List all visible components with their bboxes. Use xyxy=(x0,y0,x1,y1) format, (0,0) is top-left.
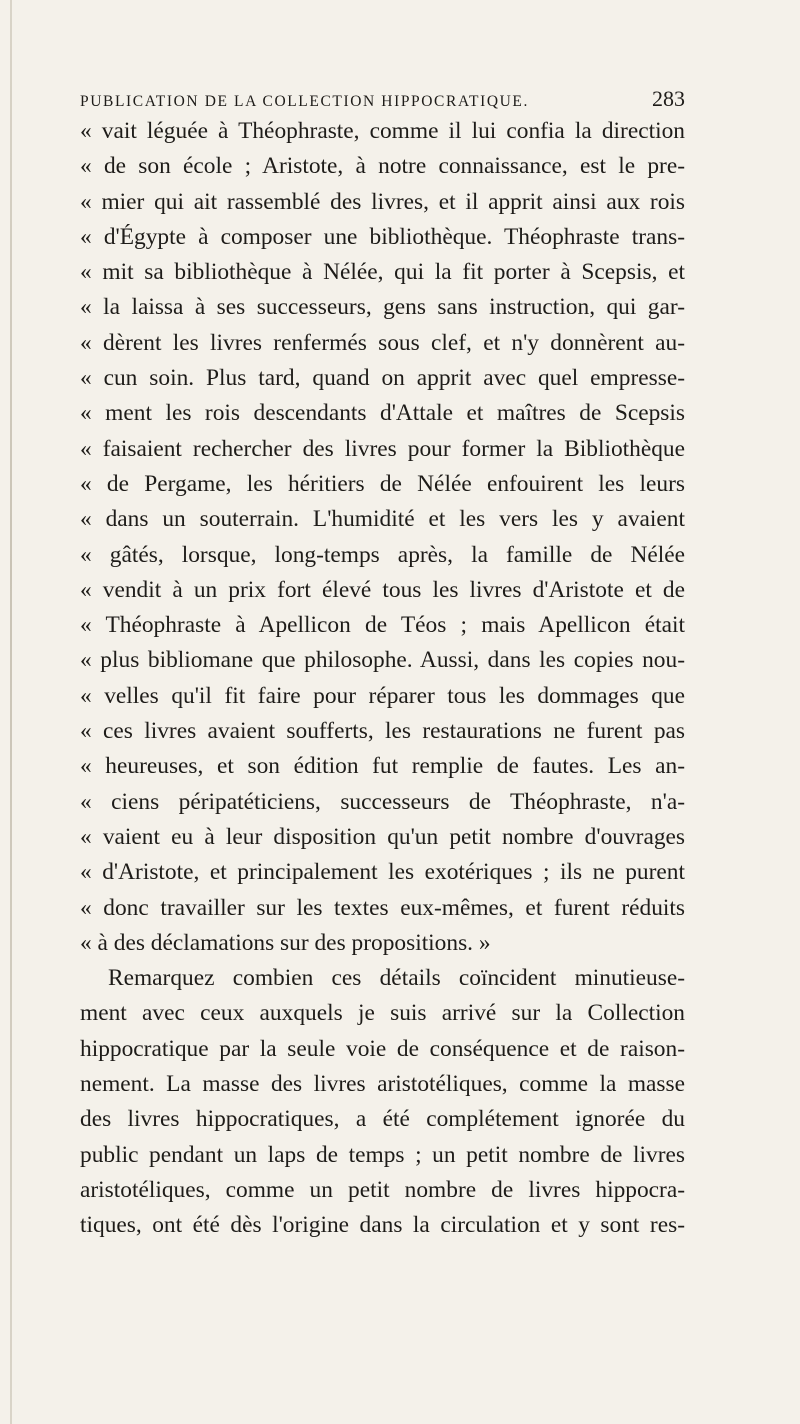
text-line: « heureuses, et son édition fut remplie de fautes. Les an- xyxy=(80,753,685,780)
text-line: « cun soin. Plus tard, quand on apprit avec quel empresse- xyxy=(80,365,685,392)
text-line: des livres hippocratiques, a été complétement ignorée du xyxy=(80,1106,685,1133)
text-line: « la laissa à ses successeurs, gens sans instruction, qui gar- xyxy=(80,294,685,321)
text-line: nement. La masse des livres aristotéliques, comme la masse xyxy=(80,1071,685,1098)
page-number: 283 xyxy=(652,86,685,111)
text-line: « plus bibliomane que philosophe. Aussi, dans les copies nou- xyxy=(80,647,685,674)
page-header xyxy=(80,86,685,112)
text-line: hippocratique par la seule voie de conséquence et de raison- xyxy=(80,1035,685,1062)
text-line: « d'Égypte à composer une bibliothèque. Théophraste trans- xyxy=(80,223,685,250)
text-line: « velles qu'il fit faire pour réparer tous les dommages que xyxy=(80,682,685,709)
text-line: « d'Aristote, et principalement les exotériques ; ils ne purent xyxy=(80,859,685,886)
text-line: tiques, ont été dès l'origine dans la circulation et y sont res- xyxy=(80,1212,685,1239)
text-line: « ces livres avaient soufferts, les restaurations ne furent pas xyxy=(80,718,685,745)
text-line: « dans un souterrain. L'humidité et les vers les y avaient xyxy=(80,506,685,533)
text-line: « Théophraste à Apellicon de Téos ; mais Apellicon était xyxy=(80,612,685,639)
text-line: « faisaient rechercher des livres pour former la Bibliothèque xyxy=(80,435,685,462)
text-line: aristotéliques, comme un petit nombre de livres hippocra- xyxy=(80,1176,685,1203)
text-line: « de son école ; Aristote, à notre connaissance, est le pre- xyxy=(80,153,685,180)
text-line: ment avec ceux auxquels je suis arrivé sur la Collection xyxy=(80,1000,685,1027)
text-line: « mit sa bibliothèque à Nélée, qui la fit porter à Scepsis, et xyxy=(80,259,685,286)
text-line: « mier qui ait rassemblé des livres, et il apprit ainsi aux rois xyxy=(80,188,685,215)
text-line: « ciens péripatéticiens, successeurs de Théophraste, n'a- xyxy=(80,788,685,815)
text-line: « vait léguée à Théophraste, comme il lui confia la direction xyxy=(80,118,685,144)
text-line: public pendant un laps de temps ; un petit nombre de livres xyxy=(80,1141,685,1168)
page-edge xyxy=(10,0,12,1424)
text-line: « vaient eu à leur disposition qu'un petit nombre d'ouvrages xyxy=(80,823,685,850)
text-line: « vendit à un prix fort élevé tous les livres d'Aristote et de xyxy=(80,576,685,603)
text-line: « gâtés, lorsque, long-temps après, la famille de Nélée xyxy=(80,541,685,568)
paragraph-start-line: Remarquez combien ces détails coïncident minutieuse- xyxy=(108,965,685,992)
running-head: PUBLICATION DE LA COLLECTION HIPPOCRATIQUE. xyxy=(80,93,529,110)
text-line: « ment les rois descendants d'Attale et maîtres de Scepsis xyxy=(80,400,685,427)
body-text xyxy=(80,114,685,1244)
quote-end-line: « à des déclamations sur des propositions. » xyxy=(80,929,491,956)
text-line: « de Pergame, les héritiers de Nélée enfouirent les leurs xyxy=(80,470,685,497)
text-line: « dèrent les livres renfermés sous clef, et n'y donnèrent au- xyxy=(80,329,685,356)
text-line: « donc travailler sur les textes eux-mêmes, et furent réduits xyxy=(80,894,685,921)
